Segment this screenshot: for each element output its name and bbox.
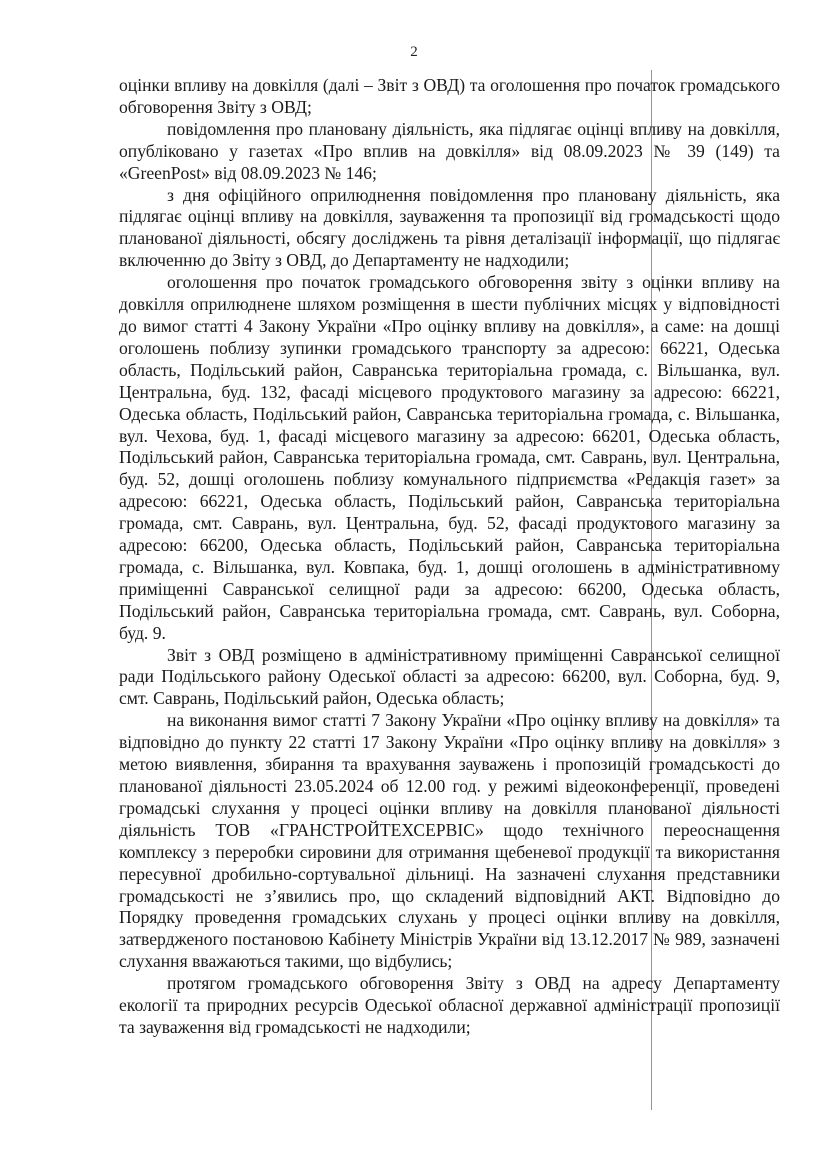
- paragraph-report-location: Звіт з ОВД розміщено в адміністративному приміщенні Савранської селищної ради Подільського району Одеської області за адресою: 66200, вул. Соборна, буд. 9, смт. Саврань, Подільський район, Одеська область;: [119, 644, 780, 709]
- document-body: [119, 75, 780, 1039]
- paragraph-public-places: оголошення про початок громадського обговорення звіту з оцінки впливу на довкілля оприлюднене шляхом розміщення в шести публічних місцях у відповідності до вимог статті 4 Закону України «Про оцінку впливу на довкілля», а саме: на дошці оголошень поблизу зупинки громадського транспорту за адресою: 66221, Одеська область, Подільський район, Савранська територіальна громада, с. Вільшанка, вул. Центральна, буд. 132, фасаді місцевого продуктового магазину за адресою: 66221, Одеська область, Подільський район, Савранська територіальна громада, с. Вільшанка, вул. Чехова, буд. 1, фасаді місцевого магазину за адресою: 66201, Одеська область, Подільський район, Савранська територіальна громада, смт. Саврань, вул. Центральна, буд. 52, дошці оголошень поблизу комунального підприємства «Редакція газет» за адресою: 66221, Одеська область, Подільський район, Савранська територіальна громада, смт. Саврань, вул. Центральна, буд. 52, фасаді продуктового магазину за адресою: 66200, Одеська область, Подільський район, Савранська територіальна громада, с. Вільшанка, вул. Ковпака, буд. 1, дошці оголошень в адміністративному приміщенні Савранської селищної ради за адресою: 66200, Одеська область, Подільський район, Савранська територіальна громада, смт. Саврань, вул. Соборна, буд. 9.: [119, 272, 780, 643]
- paragraph-no-comments: з дня офіційного оприлюднення повідомлення про плановану діяльність, яка підлягає оцінці впливу на довкілля, зауваження та пропозиції від громадськості щодо планованої діяльності, обсягу досліджень та рівня деталізації інформації, що підлягає включенню до Звіту з ОВД, до Департаменту не надходили;: [119, 184, 780, 271]
- paragraph-notice-published: повідомлення про плановану діяльність, яка підлягає оцінці впливу на довкілля, опубліковано у газетах «Про вплив на довкілля» від 08.09.2023 № 39 (149) та «GreenPost» від 08.09.2023 № 146;: [119, 118, 780, 183]
- paragraph-no-proposals: протягом громадського обговорення Звіту з ОВД на адресу Департаменту екології та природних ресурсів Одеської обласної державної адміністрації пропозиції та зауваження від громадськості не надходили;: [119, 973, 780, 1037]
- paragraph-continuation: оцінки впливу на довкілля (далі – Звіт з ОВД) та оголошення про початок громадського обговорення Звіту з ОВД;: [119, 75, 780, 117]
- paragraph-public-hearings: на виконання вимог статті 7 Закону України «Про оцінку впливу на довкілля» та відповідно до пункту 22 статті 17 Закону України «Про оцінку впливу на довкілля» з метою виявлення, збирання та врахування зауважень і пропозицій громадськості до планованої діяльності 23.05.2024 об 12.00 год. у режимі відеоконференції, проведені громадські слухання у процесі оцінки впливу на довкілля планованої діяльності діяльність ТОВ «ГРАНСТРОЙТЕХСЕРВІС» щодо технічного переоснащення комплексу з переробки сировини для отримання щебеневої продукції та використання пересувної дробильно-сортувальної дільниці. На зазначені слухання представники громадськості не з’явились про, що складений відповідний АКТ. Відповідно до Порядку проведення громадських слухань у процесі оцінки впливу на довкілля, затвердженого постановою Кабінету Міністрів України від 13.12.2017 № 989, зазначені слухання вважаються такими, що відбулись;: [119, 710, 780, 972]
- page-number: 2: [410, 44, 418, 60]
